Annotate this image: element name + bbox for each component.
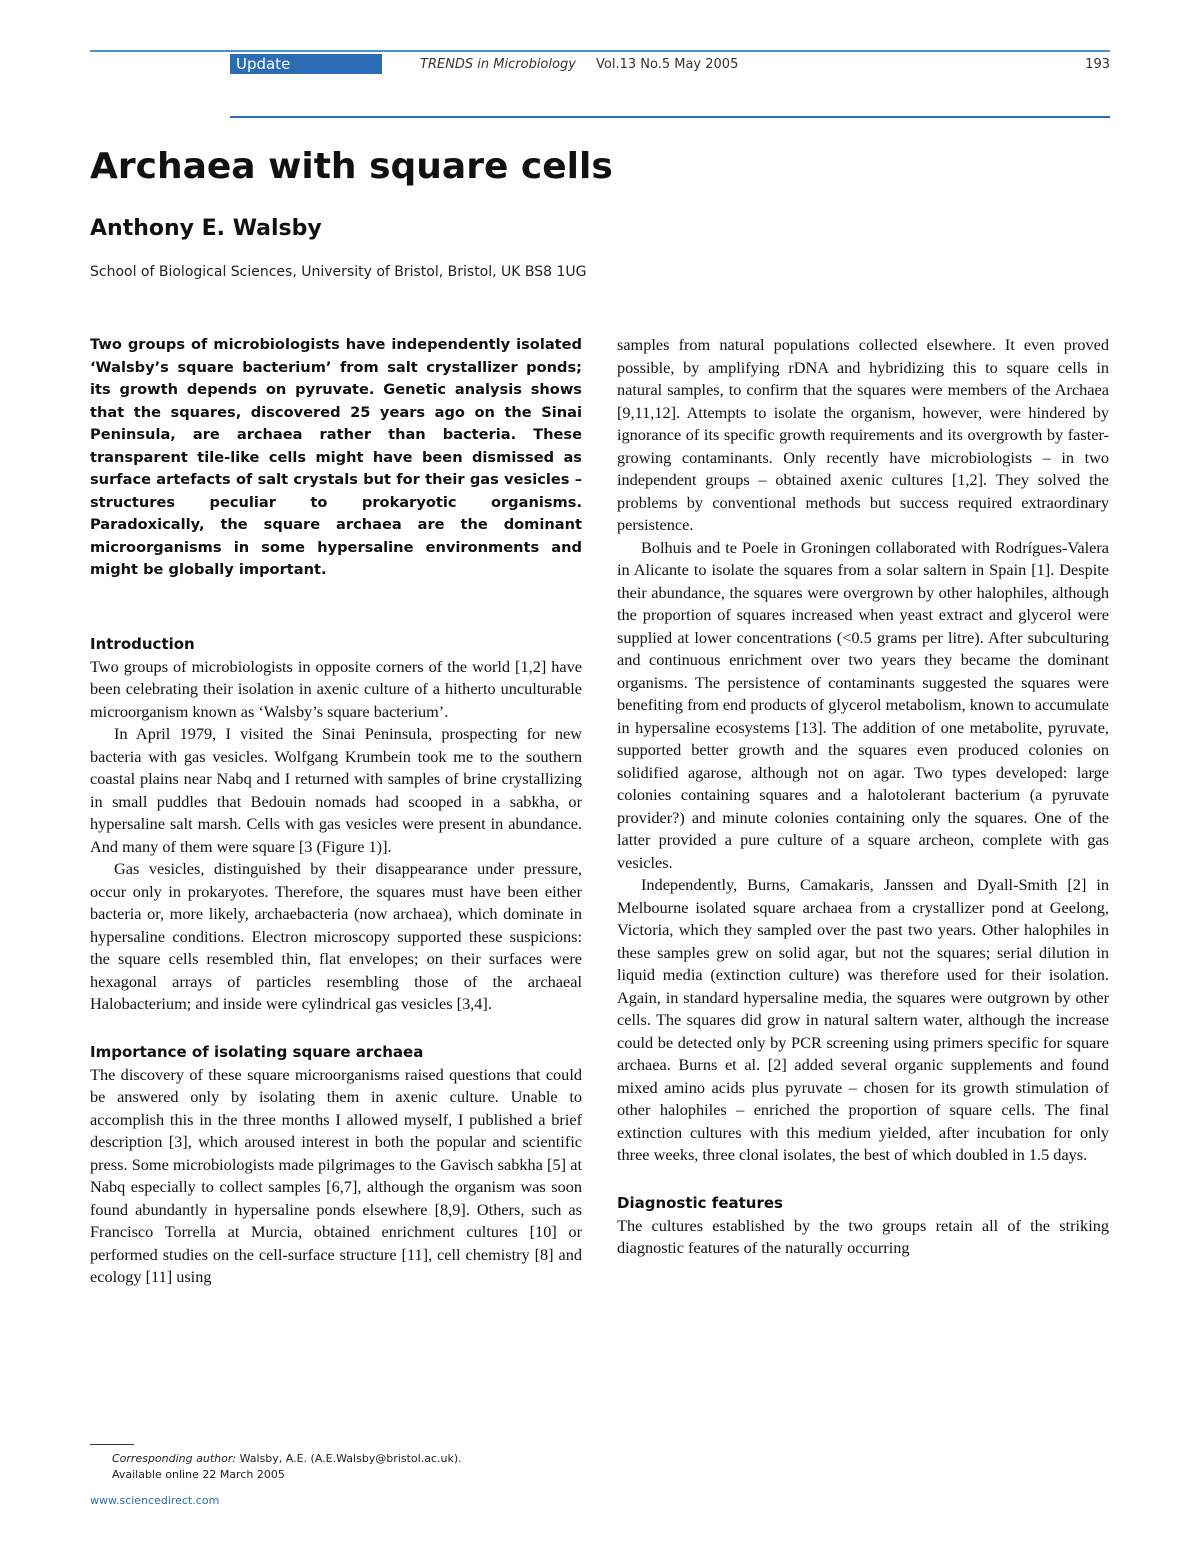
page-number: 193 [1085,57,1110,72]
footnote-rule [90,1444,134,1445]
intro-paragraph-1: Two groups of microbiologists in opposite corners of the world [1,2] have been celebrating their isolation in axenic culture of a hitherto unculturable microorganism known as ‘Walsby’s square bacterium’. [90,656,582,721]
heading-diagnostic: Diagnostic features [617,1193,783,1212]
running-header [230,54,1110,74]
article-title: Archaea with square cells [90,146,613,187]
volume-info: Vol.13 No.5 May 2005 [596,57,739,72]
footnote-text: Walsby, A.E. (A.E.Walsby@bristol.ac.uk). [239,1452,462,1465]
footnote-label: Corresponding author: [112,1452,237,1465]
heading-importance: Importance of isolating square archaea [90,1042,424,1061]
footer-url[interactable]: www.sciencedirect.com [90,1494,220,1507]
right-paragraph-3: Independently, Burns, Camakaris, Janssen and Dyall-Smith [2] in Melbourne isolated square archaea from a crystallizer pond at Geelong, Victoria, which they sampled over the past two years. Other halophiles in these samples grew on solid agar, but not the squares; serial dilution in liquid media (extinction culture) was therefore used for their isolation. Again, in standard hypersaline media, the squares were outgrown by other cells. The squares did grow in natural saltern water, although the increase could be detected only by PCR screening using primers specific for square archaea. Burns et al. [2] added several organic supplements and found mixed amino acids plus pyruvate – chosen for its growth stimulation of other halophiles – enriched the proportion of square cells. The final extinction cultures with this medium yielded, after incubation for only three weeks, three clonal isolates, the best of which doubled in 1.5 days. [617,875,1109,1164]
right-column [617,334,1109,1260]
right-paragraph-1: samples from natural populations collected elsewhere. It even proved possible, by amplifying rDNA and hybridizing this to square cells in natural samples, to confirm that the squares were members of the Archaea [9,11,12]. Attempts to isolate the organism, however, were hindered by ignorance of its specific growth requirements and its overgrowth by faster-growing contaminants. Only recently have microbiologists – in two independent groups – obtained axenic cultures [1,2]. They solved the problems by conventional methods but success required extraordinary persistence. [617,335,1109,534]
section-label: Update [230,54,382,74]
footnote [112,1451,462,1483]
article-author: Anthony E. Walsby [90,216,322,241]
intro-paragraph-2: In April 1979, I visited the Sinai Peninsula, prospecting for new bacteria with gas vesicles. Wolfgang Krumbein took me to the southern coastal plains near Nabq and I returned with samples of brine crystallizing in small puddles that Bedouin nomads had scooped in a sabkha, or hypersaline salt marsh. Cells with gas vesicles were present in abundance. And many of them were square [3 (Figure 1)]. [90,724,582,856]
header-rule-second [230,116,1110,118]
left-column [90,334,582,1289]
journal-name: TRENDS in Microbiology [420,57,576,72]
heading-introduction: Introduction [90,634,195,653]
right-paragraph-2: Bolhuis and te Poele in Groningen collaborated with Rodrígues-Valera in Alicante to isolate the squares from a solar saltern in Spain [1]. Despite their abundance, the squares were overgrown by other halophiles, although the proportion of squares increased when yeast extract and glycerol were supplied at lower concentrations (<0.5 grams per litre). After subculturing and continuous enrichment over two years they became the dominant organisms. The persistence of contaminants suggested the squares were benefiting from end products of glycerol metabolism, known to accumulate in hypersaline ecosystems [13]. The addition of one metabolite, pyruvate, supported better growth and the squares even produced colonies on solidified agarose, although not on agar. Two types developed: large colonies containing squares and a halotolerant bacterium (a pyruvate provider?) and minute colonies containing only the squares. One of the latter provided a pure culture of a square archeon, complete with gas vesicles. [617,537,1109,872]
footnote-online-date: Available online 22 March 2005 [112,1468,285,1481]
header-rule-top [90,50,1110,52]
diagnostic-paragraph-1: The cultures established by the two groups retain all of the striking diagnostic features of the naturally occurring [617,1215,1109,1257]
abstract: Two groups of microbiologists have independently isolated ‘Walsby’s square bacterium’ from salt crystallizer ponds; its growth depends on pyruvate. Genetic analysis shows that the squares, discovered 25 years ago on the Sinai Peninsula, are archaea rather than bacteria. These transparent tile-like cells might have been dismissed as surface artefacts of salt crystals but for their gas vesicles – structures peculiar to prokaryotic organisms. Paradoxically, the square archaea are the dominant microorganisms in some hypersaline environments and might be globally important. [90,336,582,578]
author-affiliation: School of Biological Sciences, University of Bristol, Bristol, UK BS8 1UG [90,264,587,280]
importance-paragraph-1: The discovery of these square microorganisms raised questions that could be answered only by isolating them in axenic culture. Unable to accomplish this in the three months I allowed myself, I published a brief description [3], which aroused interest in both the popular and scientific press. Some microbiologists made pilgrimages to the Gavisch sabkha [5] at Nabq especially to collect samples [6,7], although the organism was soon found abundantly in hypersaline ponds elsewhere [8,9]. Others, such as Francisco Torrella at Murcia, obtained enrichment cultures [10] or performed studies on the cell-surface structure [11], cell chemistry [8] and ecology [11] using [90,1064,582,1286]
intro-paragraph-3: Gas vesicles, distinguished by their disappearance under pressure, occur only in prokaryotes. Therefore, the squares must have been either bacteria or, more likely, archaebacteria (now archaea), which dominate in hypersaline conditions. Electron microscopy supported these suspicions: the square cells resembled thin, flat envelopes; on their surfaces were hexagonal arrays of particles resembling those of the archaeal Halobacterium; and inside were cylindrical gas vesicles [3,4]. [90,859,582,1013]
